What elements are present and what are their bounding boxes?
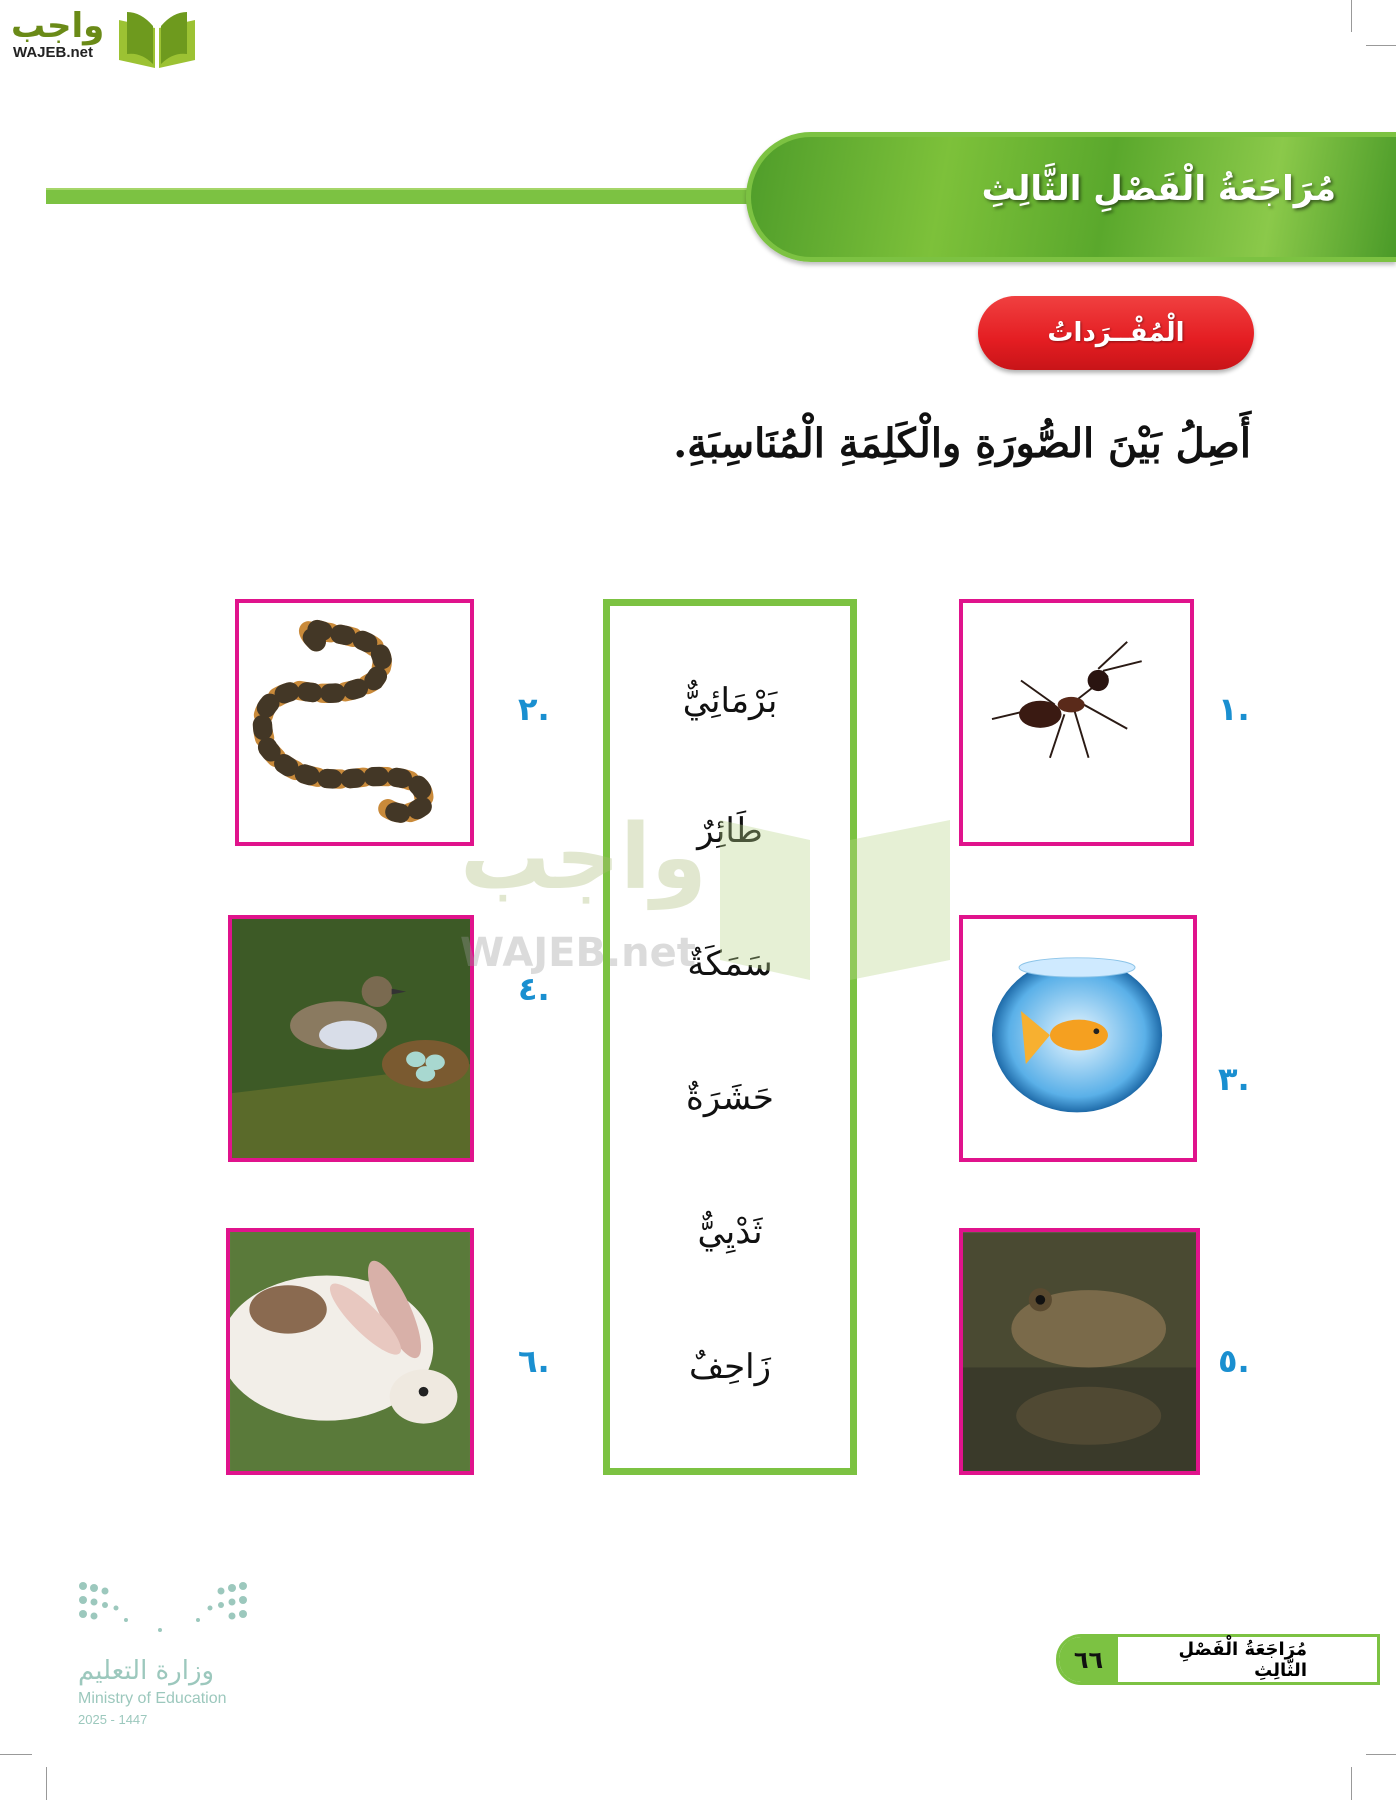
crop-mark bbox=[1366, 1754, 1396, 1755]
header-rule bbox=[46, 188, 766, 204]
ant-illustration bbox=[963, 603, 1190, 842]
word-amphibian[interactable]: بَرْمَائِيٌّ bbox=[682, 681, 778, 721]
word-fish[interactable]: سَمَكَةٌ bbox=[687, 944, 773, 984]
crop-mark bbox=[46, 1767, 47, 1800]
snake-illustration bbox=[239, 603, 470, 842]
image-ant[interactable] bbox=[959, 599, 1194, 846]
word-bank bbox=[603, 599, 857, 1475]
image-rabbit[interactable] bbox=[226, 1228, 474, 1475]
page-title: مُرَاجَعَةُ الْفَصْلِ الثَّالِثِ bbox=[981, 169, 1336, 209]
item-number: .٤ bbox=[518, 970, 550, 1008]
instruction-text: أَصِلُ بَيْنَ الصُّورَةِ والْكَلِمَةِ الْمُنَاسِبَةِ. bbox=[673, 420, 1251, 467]
item-number: .١ bbox=[1218, 690, 1250, 728]
image-frog[interactable] bbox=[959, 1228, 1200, 1475]
ministry-logo: وزارة التعليم Ministry of Education 2025 - 1447 bbox=[78, 1580, 268, 1730]
item-number: .٢ bbox=[518, 690, 550, 728]
crop-mark bbox=[1351, 1767, 1352, 1800]
image-bird[interactable] bbox=[228, 915, 474, 1162]
image-snake[interactable] bbox=[235, 599, 474, 846]
item-number: .٥ bbox=[1218, 1342, 1250, 1380]
word-insect[interactable]: حَشَرَةٌ bbox=[686, 1078, 774, 1118]
watermark: واجب WAJEB.net bbox=[450, 800, 950, 1000]
word-reptile[interactable]: زَاحِفٌ bbox=[688, 1347, 772, 1387]
bird-illustration bbox=[232, 919, 470, 1158]
page-number: ٦٦ bbox=[1059, 1637, 1121, 1682]
ministry-dots-icon bbox=[78, 1580, 248, 1640]
page-footer bbox=[1056, 1634, 1380, 1685]
item-number: .٣ bbox=[1218, 1060, 1250, 1098]
goldfish-illustration bbox=[963, 919, 1193, 1158]
rabbit-illustration bbox=[230, 1232, 470, 1471]
image-goldfish[interactable] bbox=[959, 915, 1197, 1162]
crop-mark bbox=[0, 1754, 32, 1755]
footer-chapter: مُرَاجَعَةُ الْفَصْلِ الثَّالِثِ bbox=[1178, 1638, 1307, 1681]
wajeb-logo[interactable]: واجب WAJEB.net bbox=[11, 6, 191, 66]
section-badge: الْمُفْــرَداتُ bbox=[978, 296, 1254, 370]
word-bird[interactable]: طَائِرٌ bbox=[697, 811, 763, 851]
item-number: .٦ bbox=[518, 1342, 550, 1380]
chapter-banner bbox=[746, 132, 1396, 262]
book-icon bbox=[117, 8, 197, 68]
crop-mark bbox=[1351, 0, 1352, 32]
frog-illustration bbox=[963, 1232, 1196, 1471]
word-mammal[interactable]: ثَدْيِيٌّ bbox=[697, 1212, 763, 1252]
crop-mark bbox=[1366, 45, 1396, 46]
